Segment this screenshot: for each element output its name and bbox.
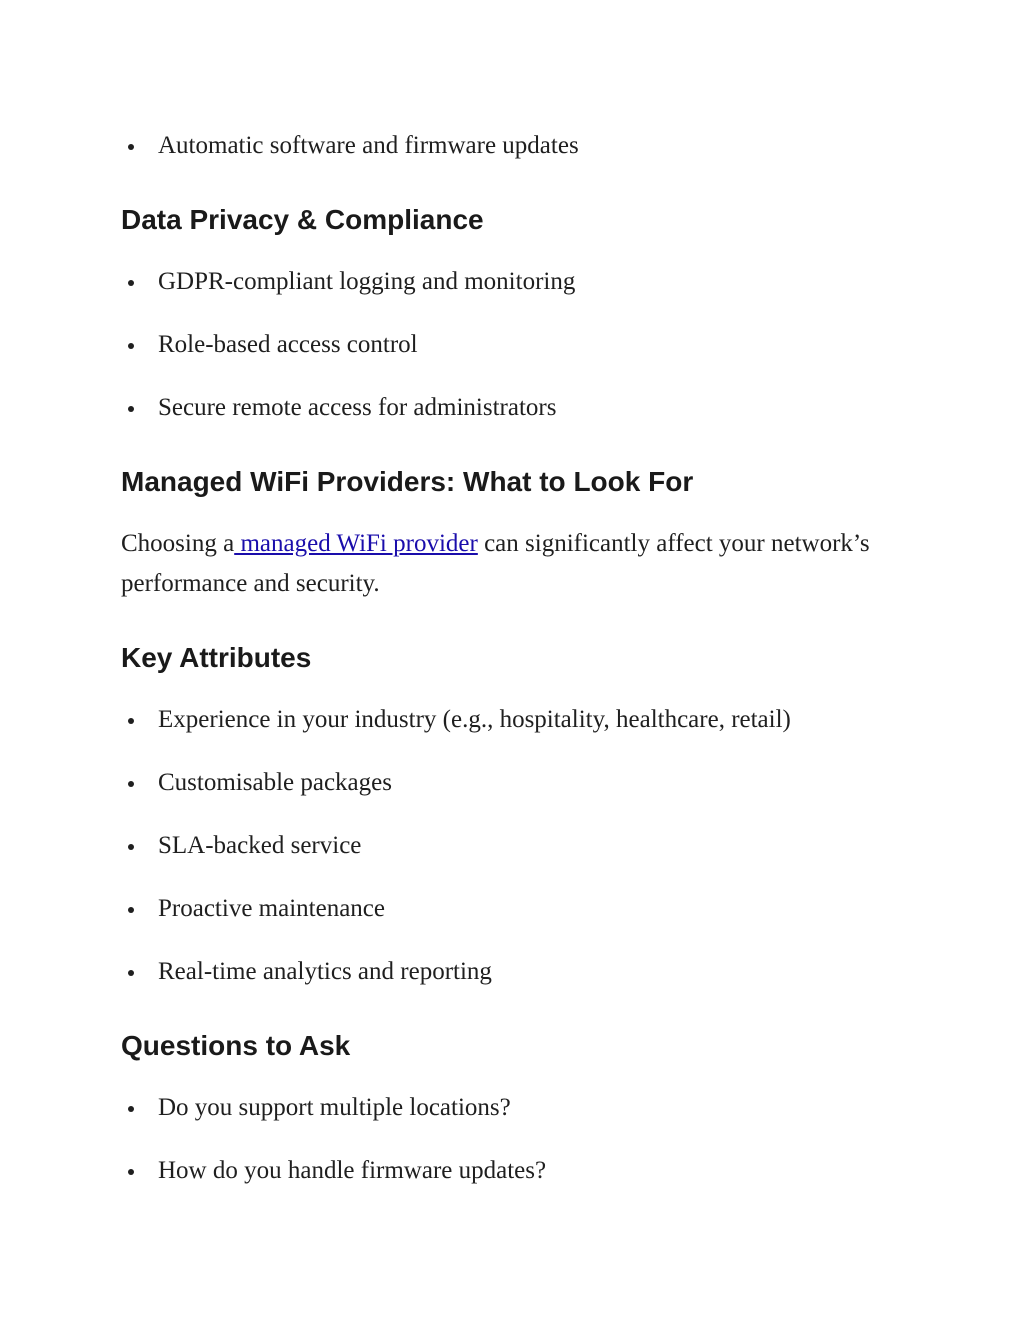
list-item: [121, 955, 881, 989]
list-item-text: Proactive maintenance: [158, 895, 385, 922]
list-item-text: Do you support multiple locations?: [158, 1094, 511, 1121]
list-item-text: Automatic software and firmware updates: [158, 132, 579, 159]
list-item: [121, 391, 881, 425]
bullet-icon: [128, 970, 134, 976]
list-item: [121, 892, 881, 926]
bullet-icon: [128, 343, 134, 349]
list-item: [121, 703, 881, 737]
list-item: [121, 265, 881, 299]
paragraph-text-before: Choosing a: [121, 530, 235, 557]
list-item-text: Secure remote access for administrators: [158, 394, 557, 421]
bullet-icon: [128, 1169, 134, 1175]
bullet-icon: [128, 1106, 134, 1112]
intro-paragraph: [121, 524, 881, 604]
list-item: [121, 766, 881, 800]
list-item: [121, 328, 881, 362]
list-item-text: Real-time analytics and reporting: [158, 958, 492, 985]
list-item-text: How do you handle firmware updates?: [158, 1157, 547, 1184]
section-heading-questions-to-ask: Questions to Ask: [121, 1030, 351, 1061]
bullet-icon: [128, 280, 134, 286]
bullet-icon: [128, 406, 134, 412]
bullet-icon: [128, 907, 134, 913]
list-item-text: Customisable packages: [158, 769, 392, 796]
list-item-text: SLA-backed service: [158, 832, 362, 859]
list-item-text: Role-based access control: [158, 331, 418, 358]
list-item: [121, 1154, 881, 1188]
list-item: [121, 1091, 881, 1125]
paragraph-text-after: can significantly affect your network’s performance and security.: [121, 530, 870, 597]
section-heading-managed-wifi-providers: Managed WiFi Providers: What to Look For: [121, 466, 694, 497]
section-heading-key-attributes: Key Attributes: [121, 642, 312, 673]
list-item-text: Experience in your industry (e.g., hospitality, healthcare, retail): [158, 706, 791, 733]
list-item: [121, 829, 881, 863]
bullet-icon: [128, 844, 134, 850]
bullet-icon: [128, 718, 134, 724]
bullet-icon: [128, 781, 134, 787]
section-heading-data-privacy: Data Privacy & Compliance: [121, 204, 484, 235]
list-item: [121, 129, 881, 163]
managed-wifi-provider-link[interactable]: managed WiFi provider: [234, 530, 478, 557]
bullet-icon: [128, 144, 134, 150]
list-item-text: GDPR-compliant logging and monitoring: [158, 268, 576, 295]
